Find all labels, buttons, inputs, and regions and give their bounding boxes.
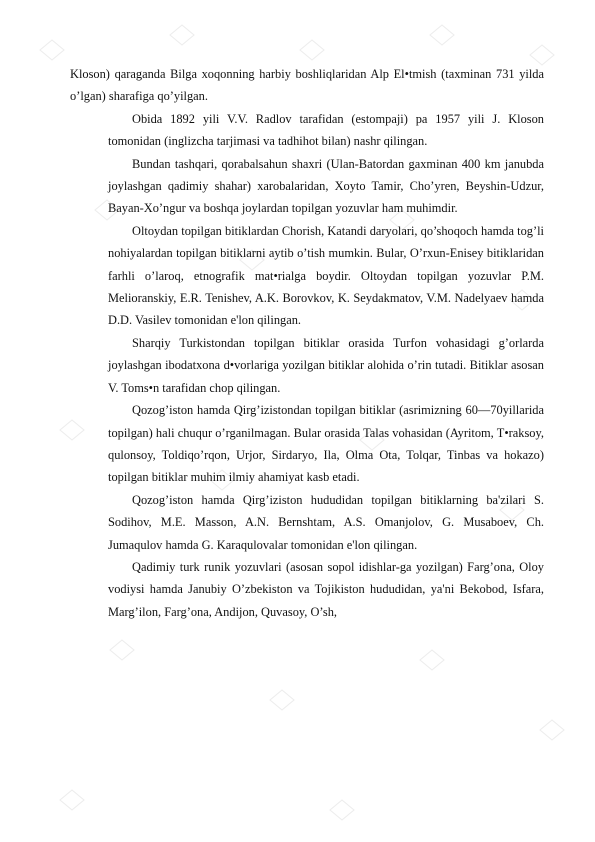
paragraph: Kloson) qaraganda Bilga xoqonning harbiy boshliqlaridan Alp El•tmish (taxminan 731 yilda o’lgan) sharafiga qo’yilgan.	[70, 67, 544, 104]
paragraph: Obida 1892 yili V.V. Radlov tarafidan (estompaji) pa 1957 yili J. Kloson tomonidan (inglizcha tarjimasi va tadhihot bilan) nashr qilingan.	[108, 111, 544, 149]
paragraph: Qozog’iston hamda Qirg’iziston hududidan topilgan bitiklarning ba'zilari S. Sodihov, M.E. Masson, A.N. Bernshtam, A.S. Omanjolov, G. Musaboev, Ch. Jumaqulov hamda G. Karaqulovalar tomonidan e'lon qilingan.	[108, 492, 544, 552]
watermark-mark	[60, 790, 84, 810]
paragraph: Bundan tashqari, qorabalsahun shaxri (Ulan-Batordan gaxminan 400 km janubda joylashgan qadimiy shahar) xarobalaridan, Xoyto Tamir, Cho’yren, Beyshin-Udzur, Bayan-Xo’ngur va boshqa joylardan topilgan yozuvlar ham muhimdir.	[108, 156, 544, 216]
watermark-mark	[420, 650, 444, 670]
paragraph: Qadimiy turk runik yozuvlari (asosan sopol idishlar-ga yozilgan) Farg’ona, Oloy vodiysi hamda Janubiy O’zbekiston va Tojikiston hududidan, ya'ni Bekobod, Isfara, Marg’ilon, Farg’ona, Andijon, Quvasoy, O’sh,	[108, 559, 544, 619]
body-text	[70, 63, 544, 623]
paragraph: Sharqiy Turkistondan topilgan bitiklar orasida Turfon vohasidagi g’orlarda joylashgan ibodatxona d•vorlariga yozilgan bitiklar alohida o’rin tutadi. Bitiklar asosan V. Toms•n tarafidan chop qilingan.	[108, 335, 544, 395]
watermark-mark	[530, 45, 554, 65]
paragraph: Qozog’iston hamda Qirg’izistondan topilgan bitiklar (asrimizning 60—70yillarida topilgan) hali chuqur o’rganilmagan. Bular orasida Talas vohasidan (Ayritom, T•raksoy, qulonsoy, Toldiqo’rqon, Urjor, Sirdaryo, Ila, Olma Ota, Tolqar, Tinbas va hokazo) topilgan bitiklar muhim ilmiy ahamiyat kasb etadi.	[108, 403, 544, 485]
watermark-mark	[40, 40, 64, 60]
watermark-mark	[270, 690, 294, 710]
watermark-mark	[170, 25, 194, 45]
watermark-mark	[430, 25, 454, 45]
watermark-mark	[330, 800, 354, 820]
paragraph: Oltoydan topilgan bitiklardan Chorish, Katandi daryolari, qo’shoqoch hamda tog’li nohiyalardan topilgan bitiklarni aytib o’tish mumkin. Bular, O’rxun-Enisey bitiklaridan farhli o’laroq, etnografik mat•rialga boydir. Oltoydan topilgan yozuvlar P.M. Melioranskiy, E.R. Tenishev, A.K. Borovkov, K. Seydakmatov, V.M. Nadelyaev hamda D.D. Vasilev tomonidan e'lon qilingan.	[108, 223, 544, 328]
watermark-mark	[540, 720, 564, 740]
watermark-mark	[300, 40, 324, 60]
watermark-mark	[110, 640, 134, 660]
